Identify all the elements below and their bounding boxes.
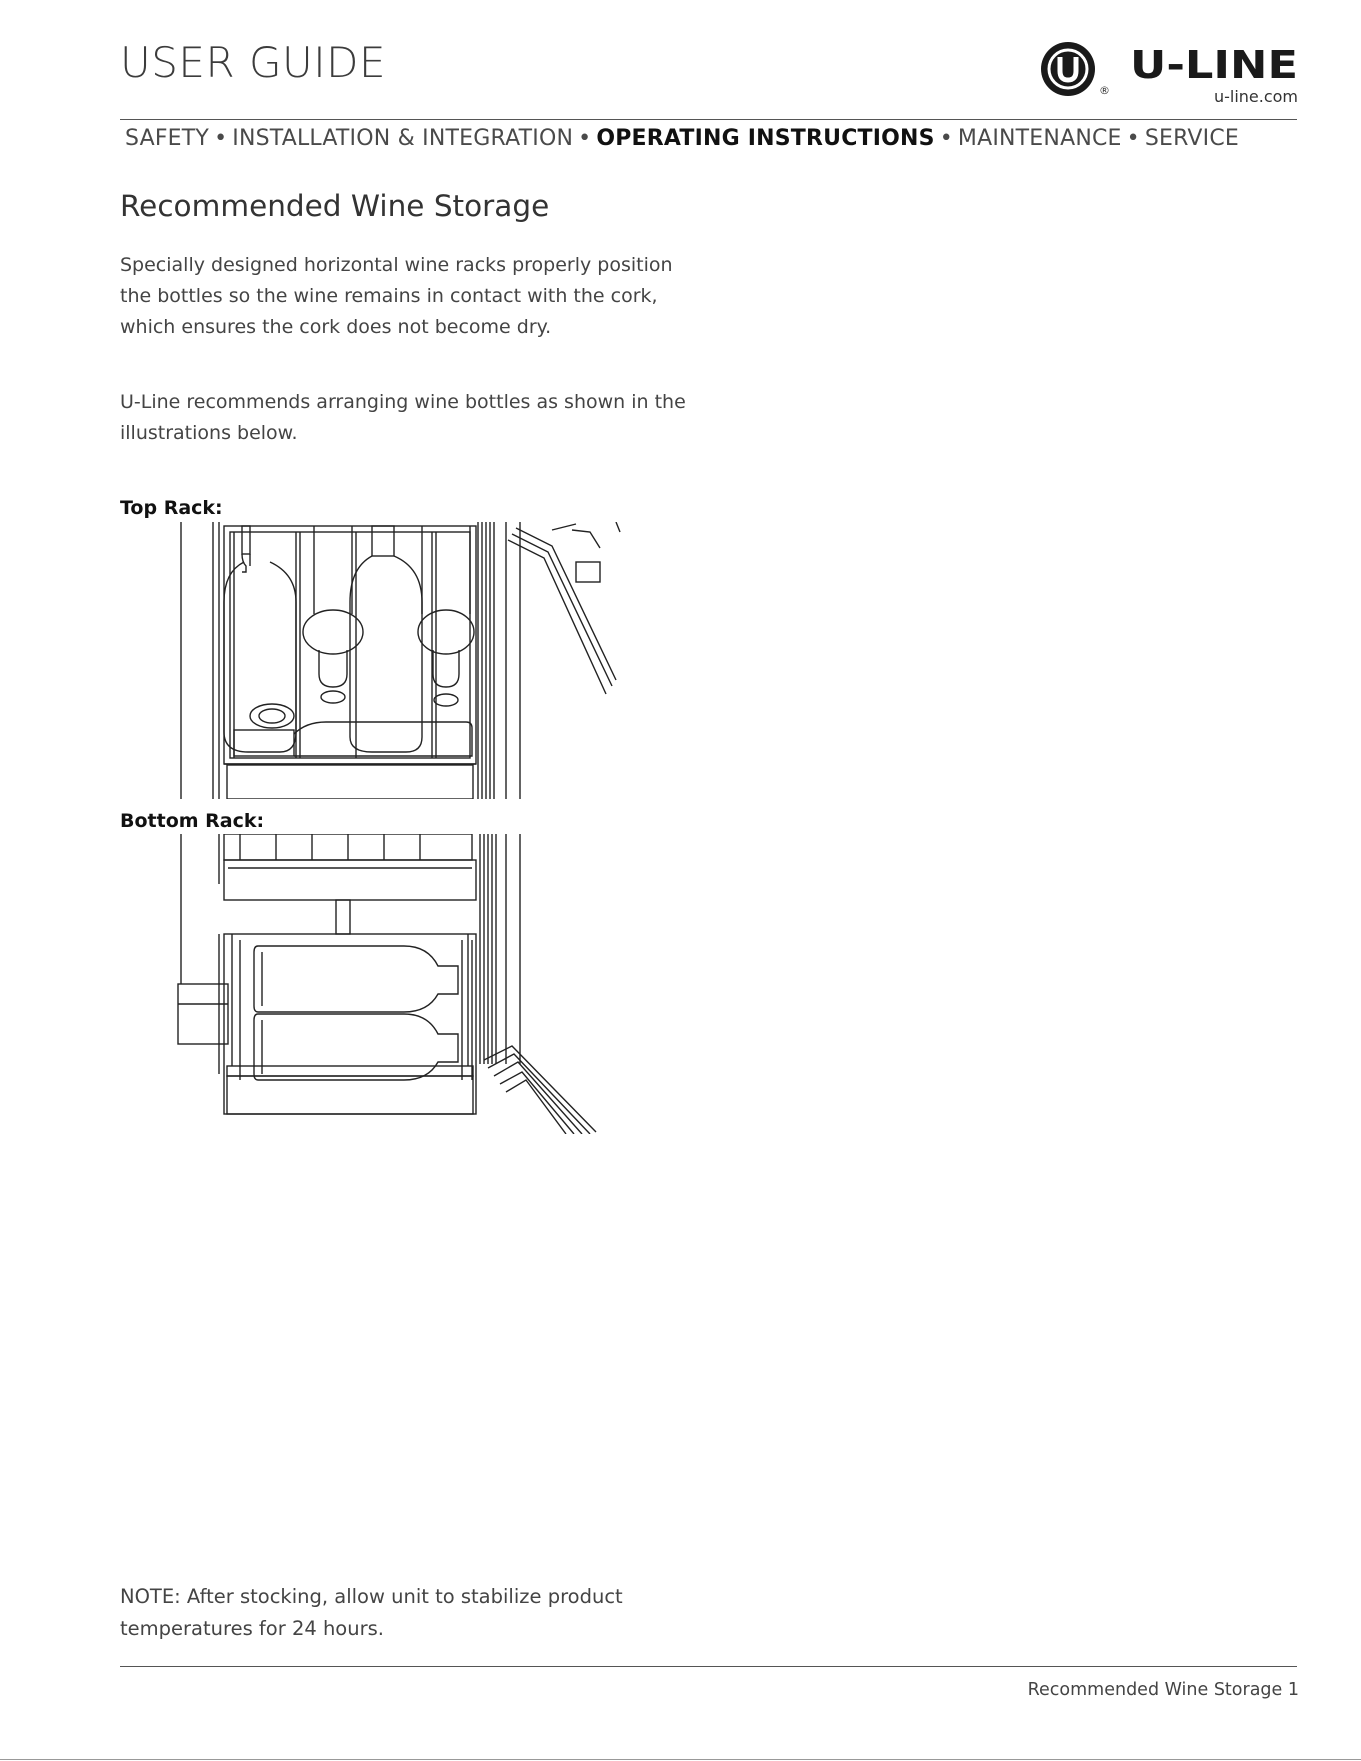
page-edge-line <box>0 1759 1361 1760</box>
nav-item-installation: INSTALLATION & INTEGRATION <box>232 126 574 151</box>
recommendation-paragraph: U-Line recommends arranging wine bottles as shown in the illustrations below. <box>120 391 686 444</box>
header-rule <box>120 119 1297 120</box>
document-title: USER GUIDE <box>120 38 387 87</box>
website-url: u-line.com <box>1213 87 1298 106</box>
section-nav <box>125 126 1297 151</box>
bottom-rack-label: Bottom Rack: <box>120 810 265 832</box>
registered-mark: ® <box>1099 84 1110 97</box>
nav-separator: • <box>939 126 953 151</box>
intro-paragraph: Specially designed horizontal wine racks properly position the bottles so the wine remains in contact with the cork, which ensures the cork does not become dry. <box>120 254 673 338</box>
logo-wordmark: U-LINE <box>1130 43 1298 87</box>
nav-separator: • <box>1126 126 1140 151</box>
page-footer-label: Recommended Wine Storage 1 <box>1027 1680 1299 1700</box>
page-heading: Recommended Wine Storage <box>120 189 550 223</box>
nav-item-service: SERVICE <box>1144 126 1239 151</box>
nav-separator: • <box>578 126 592 151</box>
top-rack-label: Top Rack: <box>120 497 223 519</box>
nav-item-operating-instructions: OPERATING INSTRUCTIONS <box>596 126 935 151</box>
stocking-note: NOTE: After stocking, allow unit to stabilize product temperatures for 24 hours. <box>120 1585 623 1640</box>
nav-item-safety: SAFETY <box>125 126 210 151</box>
top-rack-illustration <box>176 522 622 799</box>
nav-separator: • <box>214 126 228 151</box>
footer-rule <box>120 1666 1297 1667</box>
bottom-rack-illustration <box>176 834 622 1134</box>
nav-item-maintenance: MAINTENANCE <box>957 126 1122 151</box>
